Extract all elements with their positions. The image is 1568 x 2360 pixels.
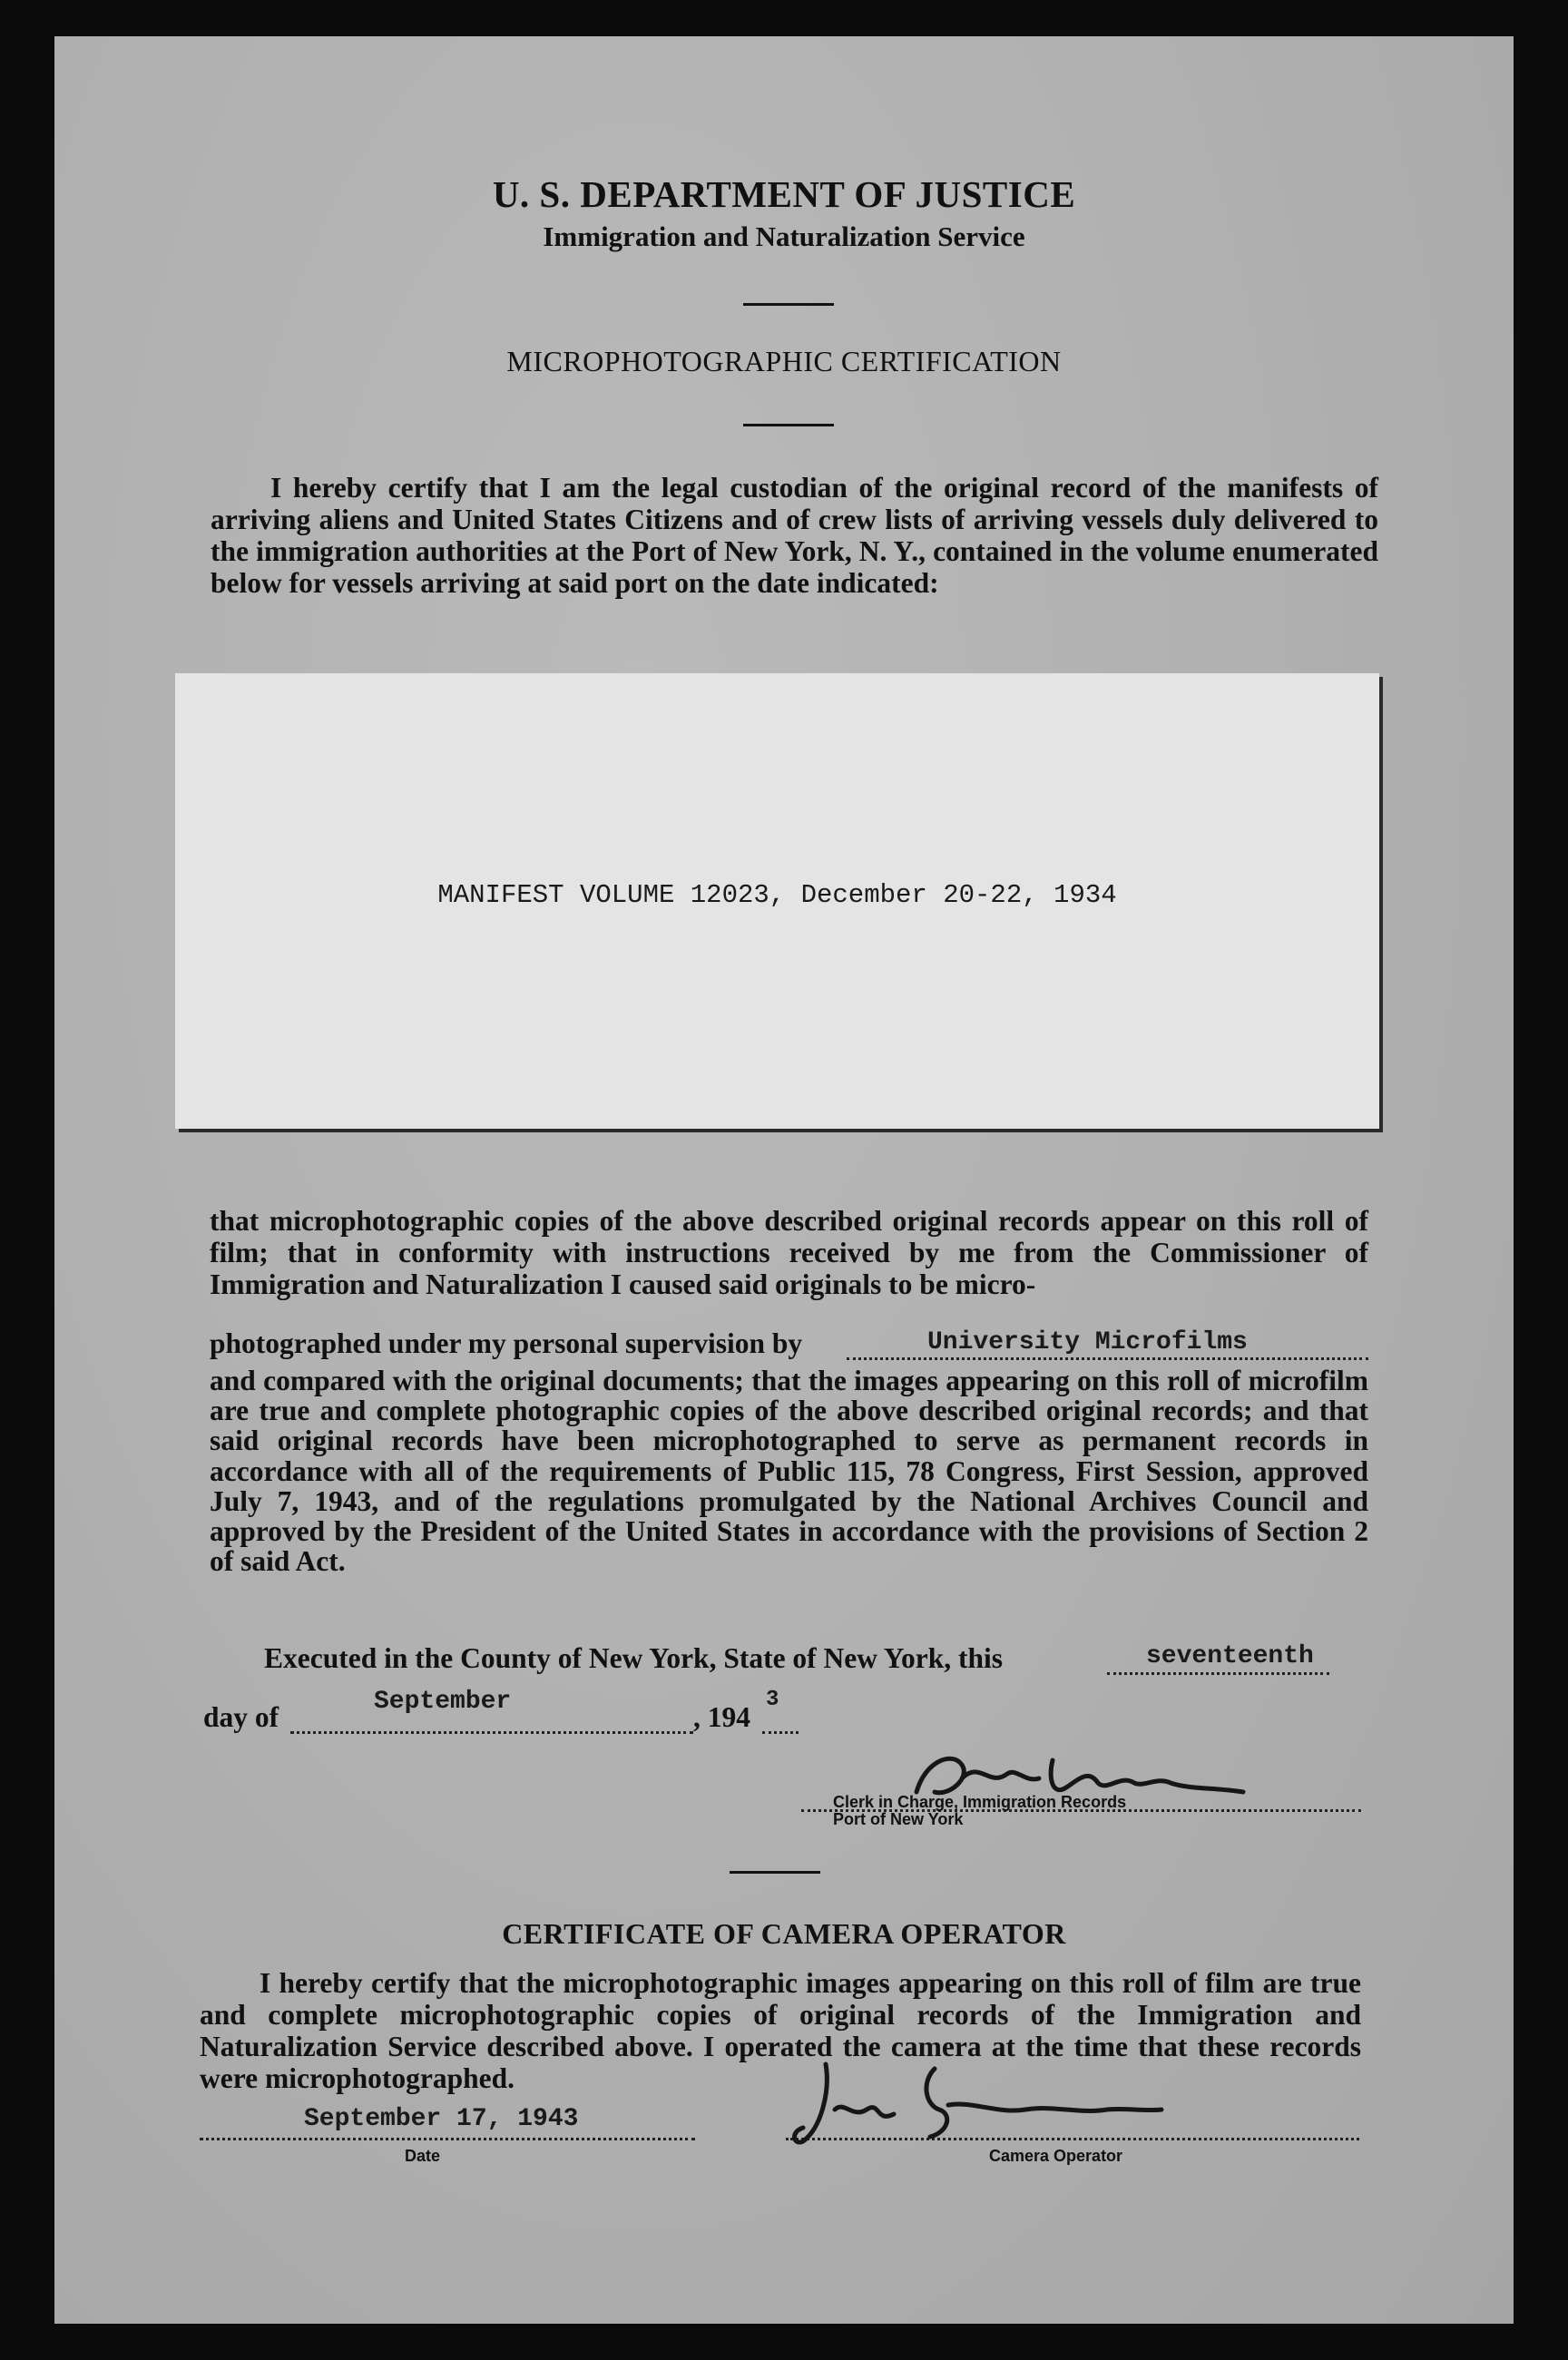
certificate-page [54,36,1514,2324]
intro-paragraph: I hereby certify that I am the legal custodian of the original record of the manifests of arriving aliens and United States Citizens and of crew lists of arriving vessels duly delivered to the immigration authorities at the Port of New York, N. Y., contained in the volume enumerated below for vessels arriving at said port on the date indicated: [211,472,1378,599]
camera-operator-heading: CERTIFICATE OF CAMERA OPERATOR [502,1917,1066,1950]
day-value: seventeenth [1146,1642,1314,1670]
volume-insert [175,673,1379,1129]
operator-signature [780,2055,1198,2155]
divider [743,303,834,306]
year-prefix: , 194 [693,1701,750,1733]
date-value: September 17, 1943 [304,2105,579,2133]
department-title: U. S. DEPARTMENT OF JUSTICE [492,173,1076,215]
month-value: September [374,1688,512,1716]
divider [743,424,834,426]
clerk-port: Port of New York [833,1810,964,1828]
volume-label: MANIFEST VOLUME 12023, December 20-22, 1934 [437,880,1117,910]
clerk-title: Clerk in Charge, Immigration Records [833,1793,1127,1811]
year-value: 3 [766,1688,779,1712]
camera-operator-label: Camera Operator [989,2147,1123,2165]
divider [730,1871,820,1874]
supervision-prefix: photographed under my personal supervision by [210,1327,803,1359]
body-paragraph-a: that microphotographic copies of the above described original records appear on this roll of film; that in conformity with instructions received by me from the Commissioner of Immigration and Naturalization I caused said originals to be micro- [210,1205,1368,1300]
document-heading: MICROPHOTOGRAPHIC CERTIFICATION [506,345,1062,377]
day-of-prefix: day of [203,1701,279,1733]
service-subtitle: Immigration and Naturalization Service [543,220,1025,252]
company-name: University Microfilms [927,1328,1248,1356]
executed-prefix: Executed in the County of New York, State of New York, this [264,1642,1004,1674]
body-paragraph-b: and compared with the original documents; that the images appearing on this roll of microfilm are true and complete photographic copies of the above described original records; and that said original records have been microphotographed to serve as permanent records in accordance with all of the requirements of Public 115, 78 Congress, First Session, approved July 7, 1943, and of the regulations promulgated by the National Archives Council and approved by the President of the United States in accordance with the provisions of Section 2 of said Act. [210,1365,1368,1578]
camera-operator-statement: I hereby certify that the microphotographic images appearing on this roll of film are true and complete microphotographic copies of original records of the Immigration and Naturalization Service described above. I operated the camera at the time that these records were microphotographed. [200,1967,1361,2094]
date-label: Date [405,2147,441,2165]
